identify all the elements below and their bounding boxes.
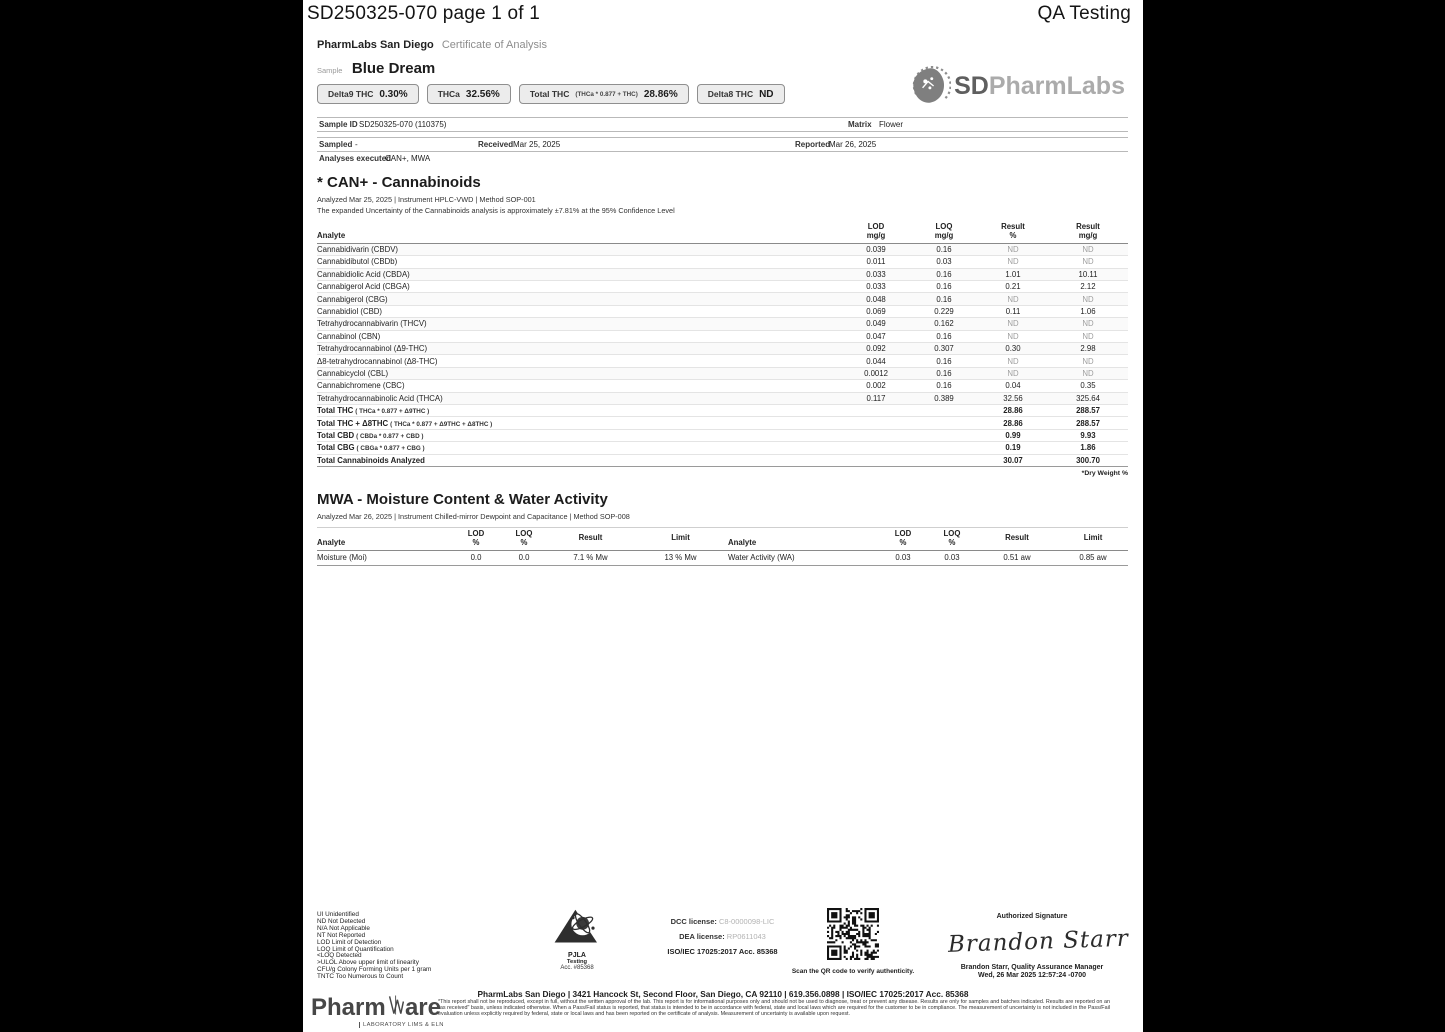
coa-document — [303, 0, 1143, 1032]
header-loq: LOQ % — [943, 528, 961, 547]
header-lod: LOD mg/g — [866, 222, 886, 240]
header-analyte: Analyte — [317, 230, 346, 240]
document-body — [303, 39, 1143, 566]
cannabinoids-table — [317, 220, 1128, 477]
legend-item: TNTC Too Numerous to Count — [317, 973, 404, 981]
lod-value: 0.011 — [866, 257, 886, 267]
lod-value: 0.117 — [866, 393, 886, 403]
iso-accreditation: ISO/IEC 17025:2017 Acc. 85368 — [667, 947, 778, 956]
limit-value: 0.85 aw — [1079, 553, 1107, 563]
legend-item: LOD Limit of Detection — [317, 938, 382, 946]
result-pct-value: ND — [1007, 294, 1019, 304]
pharmware-tagline: LABORATORY LIMS & ELN — [359, 1022, 441, 1028]
table-row — [317, 380, 1128, 392]
lab-address-line: PharmLabs San Diego | 3421 Hancock St, Second Floor, San Diego, CA 92110 | 619.356.0898 | ISO/IEC 17025:2017 Acc. 85368 — [477, 989, 969, 999]
pill-value: 28.86% — [643, 88, 678, 100]
lod-value: 0.002 — [866, 381, 886, 391]
result-pct-value: 0.04 — [1005, 381, 1021, 391]
loq-value: 0.16 — [936, 269, 952, 279]
total-row — [317, 455, 1128, 467]
cannabinoids-section-title: * CAN+ - Cannabinoids — [317, 174, 481, 191]
loq-value: 0.16 — [936, 356, 952, 366]
loq-value: 0.307 — [934, 344, 954, 354]
document-header — [303, 0, 1143, 25]
header-loq: LOQ % — [515, 528, 533, 547]
lab-name: PharmLabs San Diego — [317, 39, 434, 51]
signature-title: Authorized Signature — [996, 913, 1068, 920]
legend-item: >ULOL Above upper limit of linearity — [317, 959, 419, 967]
matrix-label: Matrix — [848, 120, 872, 129]
total-name: Total Cannabinoids Analyzed — [317, 455, 425, 465]
result-mgg-value: ND — [1082, 294, 1094, 304]
total-row — [317, 417, 1128, 429]
loq-value: 0.16 — [936, 245, 952, 255]
legend-item: <LOQ Detected — [317, 952, 362, 960]
table-row — [317, 318, 1128, 330]
table-row — [317, 244, 1128, 256]
pill-thca — [427, 84, 511, 104]
pharmware-wave-icon — [387, 995, 404, 1015]
total-row — [317, 442, 1128, 454]
result-pct-value: 1.01 — [1005, 269, 1021, 279]
table-row — [317, 293, 1128, 305]
result-mgg-value: ND — [1082, 319, 1094, 329]
result-mgg-value: ND — [1082, 245, 1094, 255]
pill-value: 32.56% — [465, 88, 500, 100]
header-result-mgg: Result mg/g — [1076, 222, 1100, 240]
lod-value: 0.047 — [866, 331, 886, 341]
analyte-name: Cannabigerol (CBG) — [317, 294, 388, 304]
result-value: 0.51 aw — [1003, 553, 1031, 563]
legend-item: ND Not Detected — [317, 917, 366, 925]
signature-datetime: Wed, 26 Mar 2025 12:57:24 -0700 — [977, 972, 1087, 979]
legend-item: NT Not Reported — [317, 931, 366, 939]
lod-value: 0.069 — [866, 307, 886, 317]
lod-value: 0.039 — [866, 245, 886, 255]
sample-id-row — [317, 117, 1128, 132]
pjla-testing: Testing — [566, 959, 588, 965]
result-pct-value: ND — [1007, 356, 1019, 366]
result-pct-value: 32.56 — [1003, 393, 1023, 403]
table-row — [317, 306, 1128, 318]
result-mgg-value: 2.98 — [1080, 344, 1096, 354]
pill-label: Delta8 THC — [707, 89, 754, 99]
legend-item: UI Unidentified — [317, 911, 359, 918]
document-type: Certificate of Analysis — [441, 39, 547, 51]
table-row — [317, 368, 1128, 380]
result-mgg-value: ND — [1082, 257, 1094, 267]
lod-value: 0.033 — [866, 269, 886, 279]
analyte-name: Tetrahydrocannabinol (Δ9-THC) — [317, 344, 428, 354]
header-result: Result — [1005, 533, 1029, 543]
lab-title-line — [317, 39, 1128, 51]
qr-caption: Scan the QR code to verify authenticity. — [791, 968, 915, 975]
moisture-table-header — [317, 527, 1128, 551]
result-pct-value: ND — [1007, 319, 1019, 329]
result-mgg-value: ND — [1082, 369, 1094, 378]
license-block — [655, 917, 790, 956]
pjla-accreditation — [545, 907, 609, 971]
logo-text-pharmlabs: PharmLabs — [988, 71, 1125, 100]
pill-label: THCa — [437, 89, 460, 99]
table-row — [317, 343, 1128, 355]
result-pct-value: ND — [1007, 331, 1019, 341]
sample-id-value: SD250325-070 (110375) — [359, 120, 447, 129]
loq-value: 0.389 — [934, 393, 954, 403]
sample-label: Sample — [317, 66, 343, 75]
disclaimer-text: *This report shall not be reproduced, except in full, without the written approval of the lab. This report is for informational purposes only and should not be used to diagnose, treat or prevent any disease. Results are only for samples and batches indicated. Results are reported on an "as received" basis, unless indicated otherwise. When a Pass/Fail status is reported, that status is intended to be in accordance with federal, state and local laws which are required for the customer to be in compliance. The measurement of uncertainty is not included in the Pass/Fail evaluation unless explicitly required by federal, state or local laws and has been reported on the certificate of analysis. Measurement of uncertainty is available upon request. — [438, 999, 1110, 1017]
legend-item: CFU/g Colony Forming Units per 1 gram — [317, 966, 432, 974]
loq-value: 0.16 — [936, 282, 952, 292]
loq-value: 0.16 — [936, 369, 952, 378]
table-row — [317, 331, 1128, 343]
received-value: Mar 25, 2025 — [513, 140, 561, 149]
received-label: Received — [478, 140, 514, 149]
total-name: Total CBD ( CBDa * 0.877 + CBD ) — [317, 430, 424, 440]
loq-value: 0.162 — [934, 319, 954, 329]
table-row — [317, 281, 1128, 293]
table-row — [317, 393, 1128, 405]
result-mgg-value: 288.57 — [1076, 418, 1100, 428]
qa-testing-label: QA Testing — [1037, 3, 1131, 24]
pill-label: Total THC — [529, 89, 570, 99]
result-pct-value: ND — [1007, 369, 1019, 378]
result-mgg-value: ND — [1082, 331, 1094, 341]
cannabinoids-uncertainty-line: The expanded Uncertainty of the Cannabinoids analysis is approximately ±7.81% at the 95% Confidence Level — [317, 206, 675, 215]
pjla-logo-icon — [553, 907, 601, 946]
limit-value: 13 % Mw — [664, 553, 697, 563]
signature-script: Brandon Starr — [947, 925, 1130, 958]
header-limit: Limit — [1083, 533, 1103, 543]
loq-value: 0.03 — [944, 553, 960, 563]
sampled-value: - — [355, 140, 358, 149]
logo-text-sd: SD — [954, 71, 989, 100]
sample-name: Blue Dream — [351, 60, 436, 77]
header-lod: LOD % — [894, 528, 912, 547]
sample-info — [317, 117, 1128, 163]
total-name: Total THC + Δ8THC ( THCa * 0.877 + Δ9THC + Δ8THC ) — [317, 418, 493, 428]
analyte-name: Δ8-tetrahydrocannabinol (Δ8-THC) — [317, 356, 438, 366]
document-footer — [303, 905, 1143, 1032]
analyte-name: Cannabigerol Acid (CBGA) — [317, 282, 410, 292]
result-pct-value: 0.99 — [1005, 430, 1021, 440]
result-pct-value: 0.11 — [1005, 307, 1021, 317]
result-mgg-value: 325.64 — [1076, 393, 1100, 403]
dea-license: DEA license: RP0611043 — [679, 932, 766, 941]
pill-value: 0.30% — [379, 88, 408, 100]
analyte-name: Cannabicyclol (CBL) — [317, 369, 389, 378]
reported-label: Reported — [795, 140, 831, 149]
table-row — [317, 269, 1128, 281]
loq-value: 0.229 — [934, 307, 954, 317]
result-mgg-value: 0.35 — [1080, 381, 1096, 391]
lod-value: 0.092 — [866, 344, 886, 354]
loq-value: 0.0 — [518, 553, 530, 563]
total-row — [317, 430, 1128, 442]
pill-total-thc — [519, 84, 689, 104]
reported-value: Mar 26, 2025 — [829, 140, 877, 149]
result-pct-value: 30.07 — [1003, 455, 1023, 465]
lod-value: 0.0 — [470, 553, 482, 563]
lod-value: 0.048 — [866, 294, 886, 304]
header-analyte: Analyte — [317, 537, 346, 547]
result-mgg-value: 1.06 — [1080, 307, 1096, 317]
result-pct-value: ND — [1007, 257, 1019, 267]
analyte-name: Moisture (Moi) — [317, 553, 367, 563]
lod-value: 0.033 — [866, 282, 886, 292]
table-row — [317, 256, 1128, 268]
analyte-name: Cannabidibutol (CBDb) — [317, 257, 398, 267]
loq-value: 0.16 — [936, 381, 952, 391]
analyte-name: Cannabidivarin (CBDV) — [317, 245, 399, 255]
result-pct-value: 28.86 — [1003, 406, 1023, 416]
analyte-name: Cannabichromene (CBC) — [317, 381, 405, 391]
cannabinoids-totals — [317, 405, 1128, 467]
dry-weight-footnote: *Dry Weight % — [1081, 469, 1128, 477]
sample-id-label: Sample ID — [319, 120, 358, 129]
header-analyte: Analyte — [728, 537, 757, 547]
lod-value: 0.03 — [895, 553, 911, 563]
analyses-value: CAN+, MWA — [385, 154, 431, 163]
legend-item: N/A Not Applicable — [317, 924, 370, 932]
matrix-value: Flower — [879, 120, 904, 129]
pjla-acc-number: Acc. #85368 — [560, 965, 594, 971]
loq-value: 0.16 — [936, 331, 952, 341]
cannabinoids-table-header — [317, 220, 1128, 244]
analyte-name: Cannabidiolic Acid (CBDA) — [317, 269, 410, 279]
result-value: 7.1 % Mw — [573, 553, 608, 563]
dcc-license: DCC license: C8-0000098-LIC — [670, 917, 775, 926]
header-result: Result — [578, 533, 603, 543]
loq-value: 0.03 — [936, 257, 952, 267]
pill-value: ND — [759, 88, 774, 100]
dates-row — [317, 137, 1128, 152]
result-pct-value: 0.21 — [1005, 282, 1021, 292]
analyte-name: Water Activity (WA) — [728, 553, 795, 563]
lod-value: 0.049 — [866, 319, 886, 329]
result-mgg-value: 1.86 — [1080, 443, 1096, 453]
total-name: Total THC ( THCa * 0.877 + Δ9THC ) — [317, 406, 430, 416]
cannabinoids-analyzed-line: Analyzed Mar 25, 2025 | Instrument HPLC-VWD | Method SOP-001 — [317, 195, 536, 204]
result-mgg-value: ND — [1082, 356, 1094, 366]
pill-label: Delta9 THC — [328, 89, 374, 99]
pharmware-wordmark: Pharm are — [311, 994, 441, 1021]
signer-name-title: Brandon Starr, Quality Assurance Manager — [960, 964, 1104, 971]
cannabinoids-rows — [317, 244, 1128, 405]
result-pct-value: ND — [1007, 245, 1019, 255]
sampled-label: Sampled — [319, 140, 353, 149]
legend-item: LOQ Limit of Quantification — [317, 945, 394, 953]
header-result-pct: Result % — [1001, 222, 1025, 240]
total-name: Total CBG ( CBGa * 0.877 + CBG ) — [317, 443, 425, 453]
moisture-section-title: MWA - Moisture Content & Water Activity — [317, 490, 608, 508]
lod-value: 0.0012 — [864, 369, 888, 378]
table-row — [317, 355, 1128, 367]
moisture-analyzed-line: Analyzed Mar 26, 2025 | Instrument Chilled-mirror Dewpoint and Capacitance | Method SOP-008 — [317, 511, 630, 521]
header-lod: LOD % — [467, 528, 485, 547]
analyses-row — [317, 152, 1128, 163]
analyte-name: Tetrahydrocannabinolic Acid (THCA) — [317, 393, 443, 403]
loq-value: 0.16 — [936, 294, 952, 304]
pill-formula: (THCa * 0.877 + THC) — [575, 90, 638, 98]
pjla-org: PJLA — [568, 952, 586, 959]
qr-block — [771, 908, 935, 975]
result-mgg-value: 2.12 — [1080, 282, 1096, 292]
pill-delta9-thc — [317, 84, 419, 104]
lod-value: 0.044 — [866, 356, 886, 366]
moisture-row — [317, 551, 1128, 566]
result-mgg-value: 9.93 — [1080, 430, 1096, 440]
analyte-name: Tetrahydrocannabivarin (THCV) — [317, 319, 427, 329]
moisture-table — [317, 527, 1128, 566]
sdpharmlabs-logo — [907, 63, 1125, 109]
analyte-name: Cannabidiol (CBD) — [317, 307, 383, 317]
header-limit: Limit — [671, 533, 690, 543]
total-row — [317, 405, 1128, 417]
result-mgg-value: 288.57 — [1076, 406, 1100, 416]
pill-delta8-thc — [697, 84, 785, 104]
analyte-name: Cannabinol (CBN) — [317, 331, 381, 341]
result-pct-value: 28.86 — [1003, 418, 1023, 428]
signature-block — [947, 913, 1130, 979]
result-mgg-value: 10.11 — [1078, 269, 1098, 279]
header-loq: LOQ mg/g — [934, 222, 954, 240]
qr-code — [827, 908, 879, 960]
sdpharmlabs-logo-icon — [907, 63, 951, 109]
result-mgg-value: 300.70 — [1076, 455, 1100, 465]
pharmware-logo — [311, 994, 444, 1028]
abbreviation-legend — [317, 912, 431, 981]
result-pct-value: 0.30 — [1005, 344, 1021, 354]
document-id: SD250325-070 page 1 of 1 — [307, 3, 540, 24]
result-pct-value: 0.19 — [1005, 443, 1021, 453]
analyses-label: Analyses executed — [319, 154, 392, 163]
